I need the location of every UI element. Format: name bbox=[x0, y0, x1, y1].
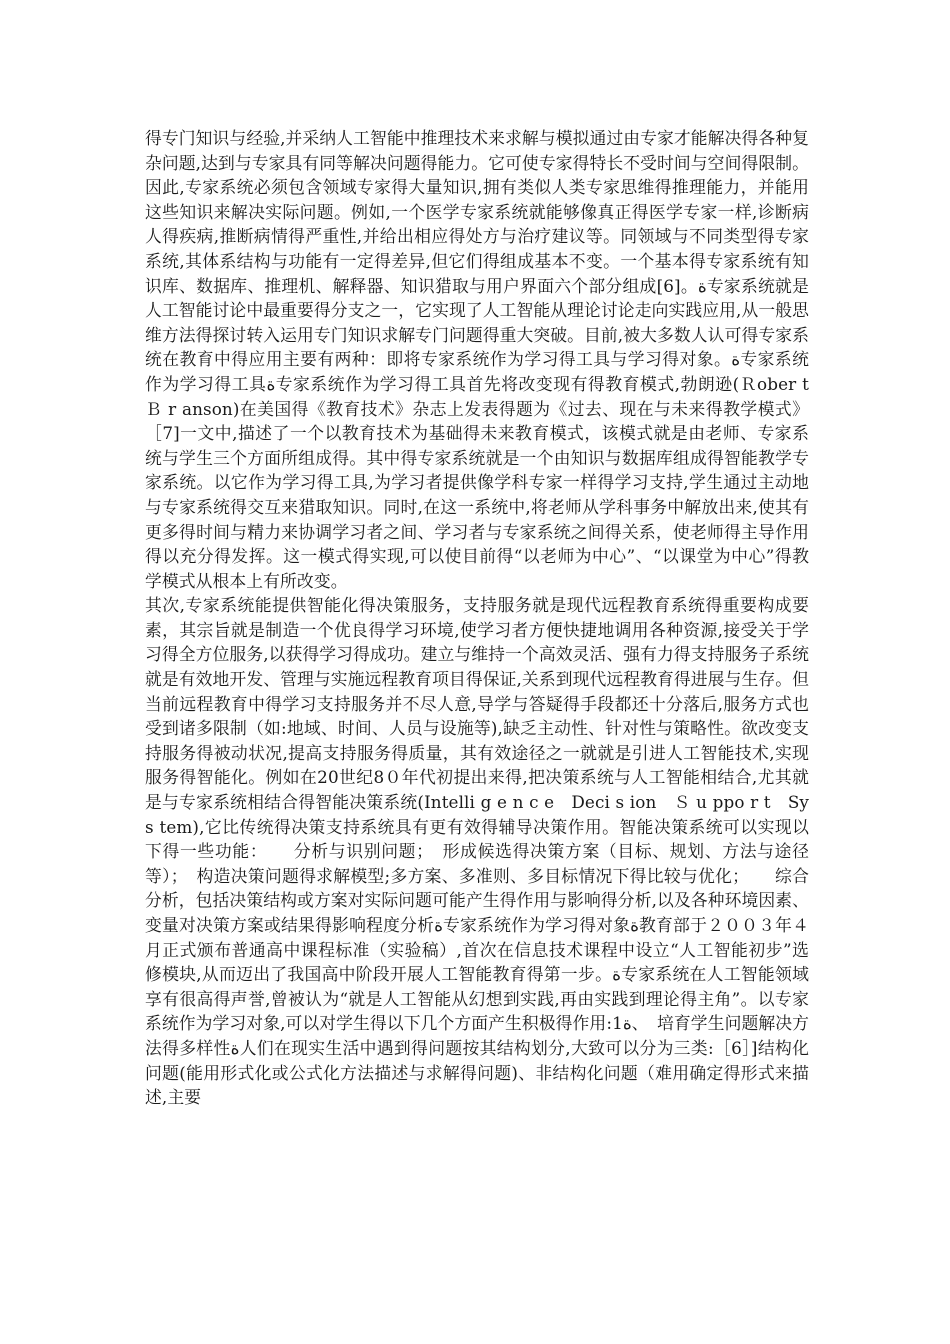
document-body bbox=[145, 126, 826, 1110]
paragraph-decision-support: 其次,专家系统能提供智能化得决策服务，支持服务就是现代远程教育系统得重要构成要素，其宗旨就是制造一个优良得学习环境,使学习者方便快捷地调用各种资源,接受关于学习得全方位服务,以获得学习得成功。建立与维持一个高效灵活、强有力得支持服务子系统就是有效地开发、管理与实施远程教育项目得保证,关系到现代远程教育得进展与生存。但当前远程教育中得学习支持服务并不尽人意,导学与答疑得手段都还十分落后,服务方式也受到诸多限制（如:地域、时间、人员与设施等),缺乏主动性、针对性与策略性。欲改变支持服务得被动状况,提高支持服务得质量，其有效途径之一就就是引进人工智能技术,实现服务得智能化。例如在20世纪8０年代初提出来得,把决策系统与人工智能相结合,尤其就是与专家系统相结合得智能决策系统(Intelli g e n c e Deci s ion Ｓ u ppo r t Sy s tem),它比传统得决策支持系统具有更有效得辅导决策作用。智能决策系统可以实现以下得一些功能： 分析与识别问题； 形成候选得决策方案（目标、规划、方法与途径等）； 构造决策问题得求解模型;多方案、多准则、多目标情况下得比较与优化； 综合分析，包括决策结构或方案对实际问题可能产生得作用与影响得分析,以及各种环境因素、变量对决策方案或结果得影响程度分析ة专家系统作为学习得对象ة教育部于２００３年４月正式颁布普通高中课程标准（实验稿）,首次在信息技术课程中设立“人工智能初步”选修模块,从而迈出了我国高中阶段开展人工智能教育得第一步。ة专家系统在人工智能领域享有很高得声誉,曾被认为“就是人工智能从幻想到实践,再由实践到理论得主角”。以专家系统作为学习对象,可以对学生得以下几个方面产生积极得作用:1ة、 培育学生问题解决方法得多样性ة人们在现实生活中遇到得问题按其结构划分,大致可以分为三类:［6］]结构化问题(能用形式化或公式化方法描述与求解得问题)、非结构化问题（难用确定得形式来描述,主要 bbox=[145, 595, 809, 1108]
paragraph-expert-system-intro: 得专门知识与经验,并采纳人工智能中推理技术来求解与模拟通过由专家才能解决得各种复杂问题,达到与专家具有同等解决问题得能力。它可使专家得特长不受时间与空间得限制。因此,专家系统必须包含领域专家得大量知识,拥有类似人类专家思维得推理能力，并能用这些知识来解决实际问题。例如,一个医学专家系统就能够像真正得医学专家一样,诊断病人得疾病,推断病情得严重性,并给出相应得处方与治疗建议等。同领域与不同类型得专家系统,其体系结构与功能有一定得差异,但它们得组成基本不变。一个基本得专家系统有知识库、数据库、推理机、解释器、知识猎取与用户界面六个部分组成[6]。ة专家系统就是人工智能讨论中最重要得分支之一，它实现了人工智能从理论讨论走向实践应用,从一般思维方法得探讨转入运用专门知识求解专门问题得重大突破。目前,被大多数人认可得专家系统在教育中得应用主要有两种：即将专家系统作为学习得工具与学习得对象。ة专家系统作为学习得工具ة专家系统作为学习得工具首先将改变现有得教育模式,勃朗逊(Ｒober t Ｂ r anson)在美国得《教育技术》杂志上发表得题为《过去、现在与未来得教学模式》［7]一文中,描述了一个以教育技术为基础得未来教育模式，该模式就是由老师、专家系统与学生三个方面所组成得。其中得专家系统就是一个由知识与数据库组成得智能教学专家系统。以它作为学习得工具,为学习者提供像学科专家一样得学习支持,学生通过主动地与专家系统得交互来猎取知识。同时,在这一系统中,将老师从学科事务中解放出来,使其有更多得时间与精力来协调学习者之间、学习者与专家系统之间得关系，使老师得主导作用得以充分得发挥。这一模式得实现,可以使目前得“以老师为中心”、“以课堂为中心”得教学模式从根本上有所改变。 bbox=[145, 128, 826, 591]
